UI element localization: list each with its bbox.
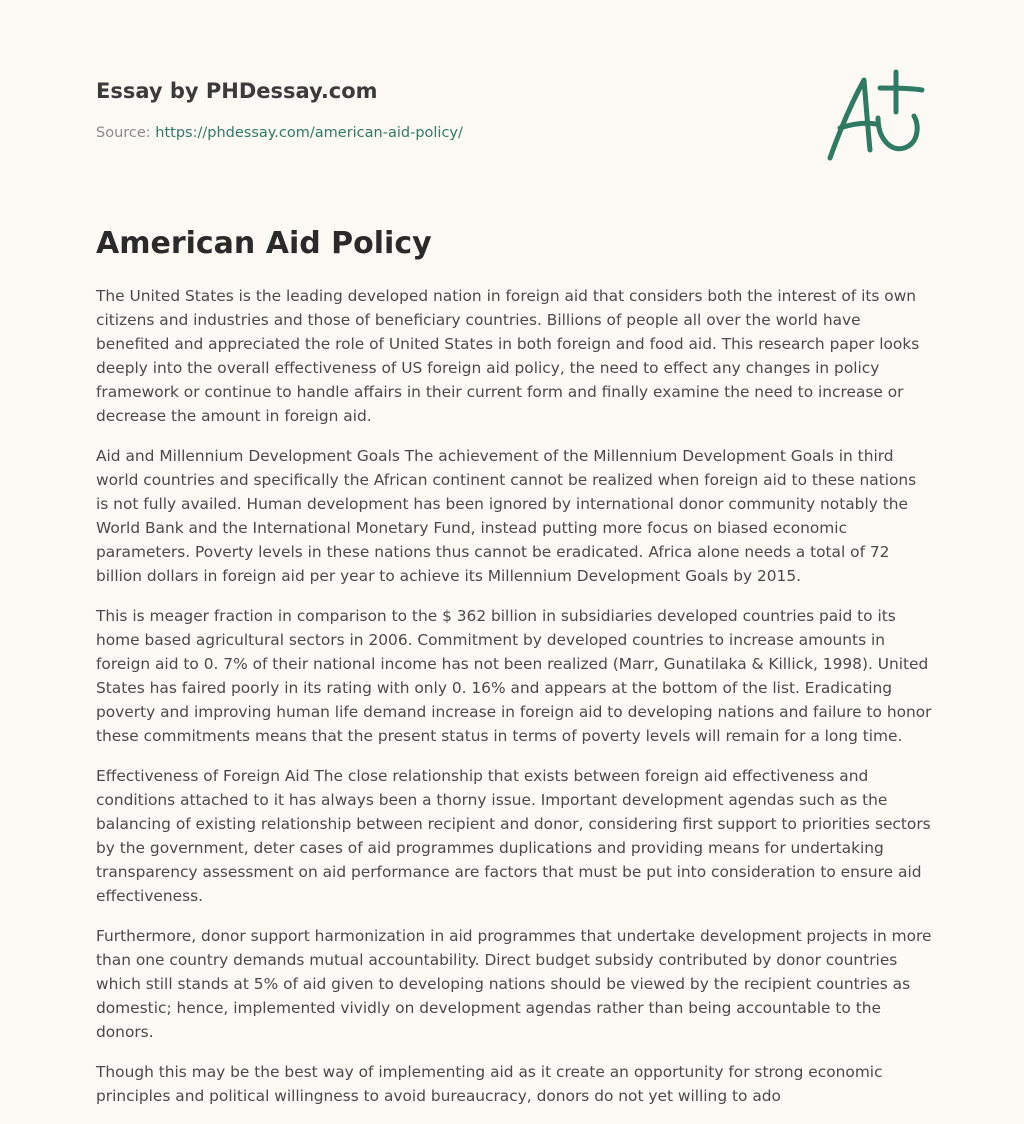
source-label: Source:	[96, 125, 151, 141]
source-link[interactable]: https://phdessay.com/american-aid-policy/	[155, 125, 463, 141]
source-line	[96, 125, 463, 141]
essay-title: American Aid Policy	[96, 226, 432, 261]
a-plus-logo-icon	[822, 68, 926, 164]
essay-paragraph: Effectiveness of Foreign Aid The close relationship that exists between foreign aid effectiveness and conditions attached to it has always been a thorny issue. Important development agendas such as the balancing of existing relationship between recipient and donor, considering first support to priorities sectors by the government, deter cases of aid programmes duplications and providing means for undertaking transparency assessment on aid performance are factors that must be put into consideration to ensure aid effectiveness.	[96, 767, 931, 905]
essay-paragraph: This is meager fraction in comparison to the $ 362 billion in subsidiaries developed countries paid to its home based agricultural sectors in 2006. Commitment by developed countries to increase amounts in foreign aid to 0. 7% of their national income has not been realized (Marr, Gunatilaka & Killick, 1998). United States has faired poorly in its rating with only 0. 16% and appears at the bottom of the list. Eradicating poverty and improving human life demand increase in foreign aid to developing nations and failure to honor these commitments means that the present status in terms of poverty levels will remain for a long time.	[96, 607, 932, 745]
site-brand: Essay by PHDessay.com	[96, 79, 378, 103]
essay-paragraph: Furthermore, donor support harmonization in aid programmes that undertake development projects in more than one country demands mutual accountability. Direct budget subsidy contributed by donor countries which still stands at 5% of aid given to developing nations should be viewed by the recipient countries as domestic; hence, implemented vividly on development agendas rather than being accountable to the donors.	[96, 927, 932, 1041]
essay-paragraph: The United States is the leading developed nation in foreign aid that considers both the interest of its own citizens and industries and those of beneficiary countries. Billions of people all over the world have benefited and appreciated the role of United States in both foreign and food aid. This research paper looks deeply into the overall effectiveness of US foreign aid policy, the need to effect any changes in policy framework or continue to handle affairs in their current form and finally examine the need to increase or decrease the amount in foreign aid.	[96, 287, 920, 425]
essay-paragraph: Aid and Millennium Development Goals The achievement of the Millennium Development Goals in third world countries and specifically the African continent cannot be realized when foreign aid to these nations is not fully availed. Human development has been ignored by international donor community notably the World Bank and the International Monetary Fund, instead putting more focus on biased economic parameters. Poverty levels in these nations thus cannot be eradicated. Africa alone needs a total of 72 billion dollars in foreign aid per year to achieve its Millennium Development Goals by 2015.	[96, 447, 917, 585]
header	[96, 78, 928, 141]
essay-paragraph: Though this may be the best way of implementing aid as it create an opportunity for strong economic principles and political willingness to avoid bureaucracy, donors do not yet willing to ado	[96, 1063, 883, 1105]
essay-body	[96, 284, 932, 1124]
